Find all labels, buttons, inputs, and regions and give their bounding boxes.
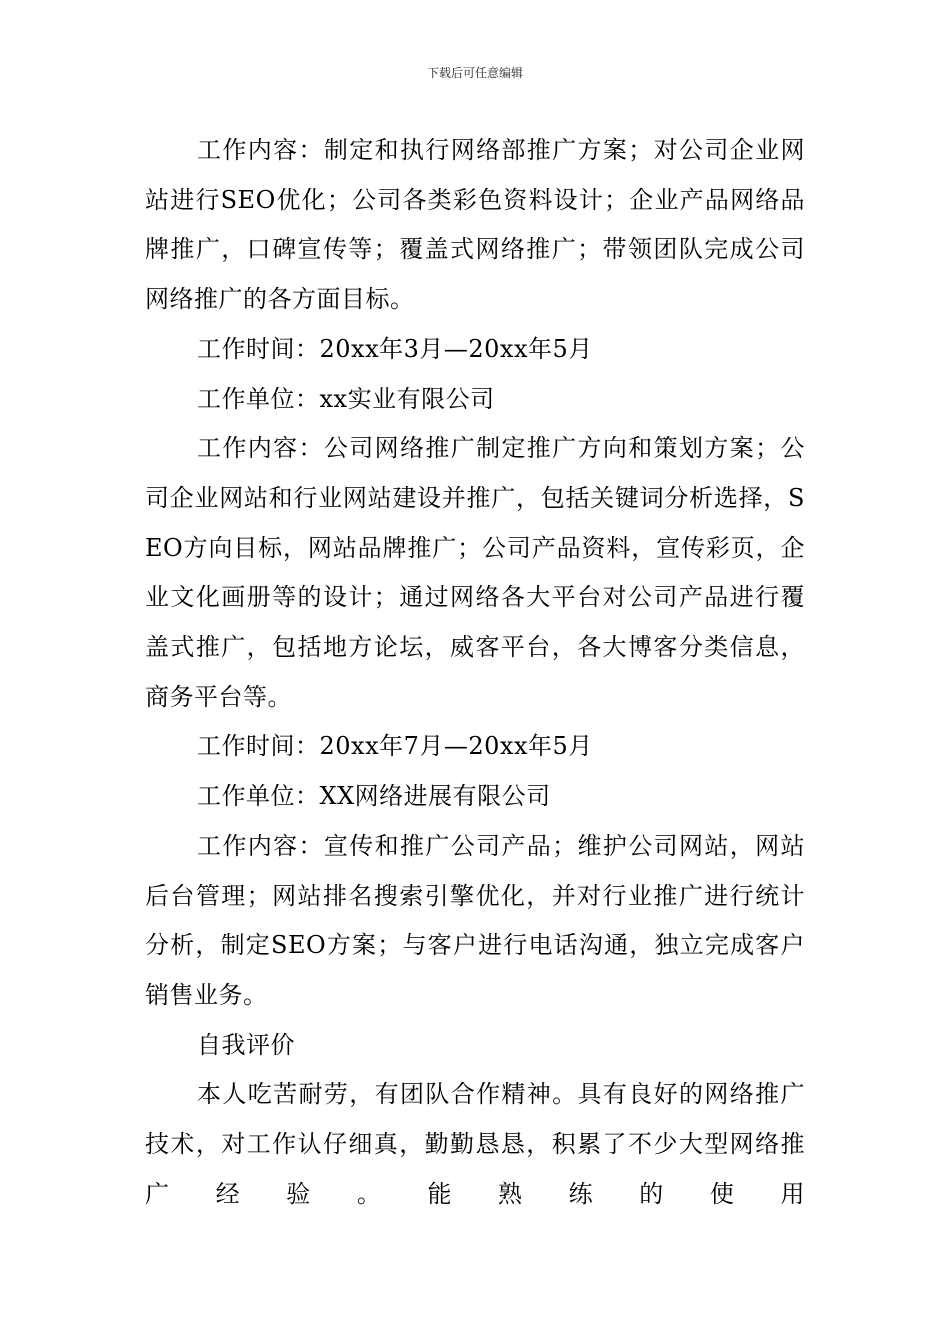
paragraph-employer-1: 工作单位：xx实业有限公司 [197,384,495,413]
section-heading-self-evaluation: 自我评价 [197,1030,295,1059]
paragraph-work-time-1: 工作时间：20xx年3月—20xx年5月 [197,334,593,363]
paragraph-self-evaluation: 本人吃苦耐劳，有团队合作精神。具有良好的网络推广技术，对工作认仔细真，勤勤恳恳，积累了不少大型网络推广经验。能熟练的使用 [145,1080,805,1208]
page-header-note: 下载后可任意编辑 [426,66,523,80]
paragraph-job-content-3: 工作内容：宣传和推广公司产品；维护公司网站，网站后台管理；网站排名搜索引擎优化，并对行业推广进行统计分析，制定SEO方案；与客户进行电话沟通，独立完成客户销售业务。 [145,831,805,1009]
paragraph-work-time-2: 工作时间：20xx年7月—20xx年5月 [197,732,593,761]
paragraph-job-content-2: 工作内容：公司网络推广制定推广方向和策划方案；公司企业网站和行业网站建设并推广，包括关键词分析选择，SEO方向目标，网站品牌推广；公司产品资料，宣传彩页，企业文化画册等的设计；通过网络各大平台对公司产品进行覆盖式推广，包括地方论坛，威客平台，各大博客分类信息，商务平台等。 [145,434,805,711]
document-body [145,126,805,1219]
paragraph-job-content-1: 工作内容：制定和执行网络部推广方案；对公司企业网站进行SEO优化；公司各类彩色资料设计；企业产品网络品牌推广，口碑宣传等；覆盖式网络推广；带领团队完成公司网络推广的各方面目标。 [145,136,805,314]
paragraph-employer-2: 工作单位：XX网络进展有限公司 [197,782,551,811]
